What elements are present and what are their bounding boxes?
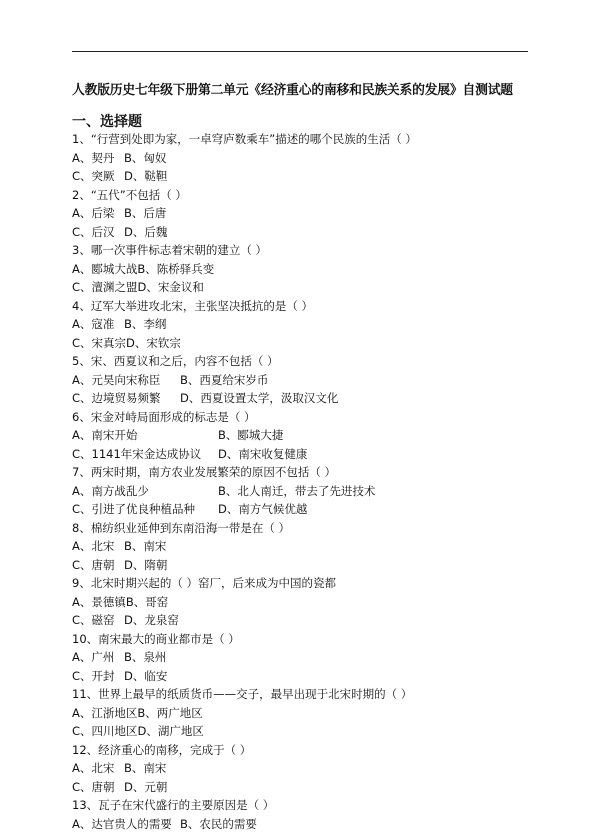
answer-option: B、南宋 [124, 539, 167, 553]
option-row [72, 500, 532, 519]
question-text: 7、两宋时期，南方农业发展繁荣的原因不包括（ ） [72, 465, 336, 479]
option-row [72, 778, 532, 797]
option-row [72, 537, 532, 556]
option-row [72, 334, 532, 353]
option-row [72, 167, 532, 186]
option-row [72, 722, 532, 741]
question-text: 12、经济重心的南移，完成于（ ） [72, 742, 252, 757]
question-text: 6、宋金对峙局面形成的标志是（ ） [72, 409, 256, 424]
answer-option: B、后唐 [124, 206, 167, 220]
option-row [72, 426, 532, 445]
answer-option: C、开封 [72, 668, 115, 683]
answer-option: A、广州 [72, 650, 115, 664]
answer-option: A、寇准 [72, 317, 115, 331]
option-row [72, 611, 532, 630]
question-text: 2、“五代”不包括（ ） [72, 187, 187, 202]
option-row [72, 648, 532, 667]
option-row [72, 389, 532, 408]
option-row [72, 223, 532, 242]
answer-option: D、湖广地区 [137, 724, 204, 738]
option-row [72, 667, 532, 686]
answer-option: A、元昊向宋称臣 [72, 372, 161, 387]
answer-option: A、后梁 [72, 206, 115, 220]
answer-option: C、澶渊之盟 [72, 280, 138, 294]
answer-option: C、后汉 [72, 224, 115, 239]
option-row [72, 371, 532, 390]
answer-option: B、匈奴 [124, 150, 167, 165]
answer-option: D、宋金议和 [137, 280, 204, 294]
answer-option: C、引进了优良种植品种 [72, 502, 196, 516]
question-text: 10、南宋最大的商业都市是（ ） [72, 631, 240, 646]
answer-option: B、郾城大捷 [218, 428, 284, 442]
question-list [72, 130, 532, 833]
answer-option: D、元朝 [124, 779, 168, 794]
answer-option: B、泉州 [124, 650, 167, 664]
question-text: 5、宋、西夏议和之后，内容不包括（ ） [72, 354, 279, 368]
answer-option: B、两广地区 [137, 705, 203, 720]
option-row [72, 149, 532, 168]
option-row [72, 704, 532, 723]
option-row [72, 260, 532, 279]
answer-option: D、南方气候优越 [218, 502, 308, 516]
answer-option: D、临安 [124, 668, 168, 683]
answer-option: D、鞑靼 [124, 169, 168, 183]
answer-option: A、景德镇 [72, 594, 126, 609]
answer-option: A、南宋开始 [72, 428, 138, 442]
answer-option: A、江浙地区 [72, 705, 138, 720]
answer-option: C、突厥 [72, 169, 115, 183]
question-text: 11、世界上最早的纸质货币——交子，最早出现于北宋时期的（ ） [72, 687, 413, 701]
option-row [72, 315, 532, 334]
question-text: 1、“行营到处即为家，一卓穹庐数乘车”描述的哪个民族的生活（ ） [72, 132, 417, 146]
answer-option: D、西夏设置太学，汲取汉文化 [180, 391, 339, 405]
page-title: 人教版历史七年级下册第二单元《经济重心的南移和民族关系的发展》自测试题 [72, 83, 513, 98]
answer-option: A、北宋 [72, 539, 115, 553]
section-heading: 一、选择题 [72, 114, 142, 130]
answer-option: C、磁窑 [72, 613, 115, 627]
option-row [72, 445, 532, 464]
header-rule [72, 51, 528, 52]
answer-option: B、陈桥驿兵变 [137, 261, 215, 276]
answer-option: B、农民的需要 [180, 816, 257, 831]
answer-option: C、唐朝 [72, 557, 115, 572]
answer-option: A、契丹 [72, 150, 115, 165]
answer-option: D、龙泉窑 [124, 613, 179, 627]
answer-option: C、宋真宗 [72, 335, 127, 350]
answer-option: B、北人南迁，带去了先进技术 [218, 483, 376, 498]
option-row [72, 759, 532, 778]
answer-option: D、后魏 [124, 224, 168, 239]
answer-option: C、唐朝 [72, 779, 115, 794]
option-row [72, 204, 532, 223]
answer-option: A、达官贵人的需要 [72, 816, 172, 831]
question-text: 13、瓦子在宋代盛行的主要原因是（ ） [72, 798, 275, 812]
answer-option: A、南方战乱少 [72, 483, 149, 498]
option-row [72, 815, 532, 833]
answer-option: C、1141年宋金达成协议 [72, 446, 202, 461]
answer-option: D、宋钦宗 [126, 335, 181, 350]
answer-option: D、南宋收复健康 [218, 446, 308, 461]
question-text: 8、棉纺织业延伸到东南沿海一带是在（ ） [72, 520, 290, 535]
option-row [72, 278, 532, 297]
option-row [72, 482, 532, 501]
option-row [72, 593, 532, 612]
answer-option: B、李纲 [124, 317, 167, 331]
answer-option: A、郾城大战 [72, 261, 138, 276]
question-text: 3、哪一次事件标志着宋朝的建立（ ） [72, 243, 267, 257]
answer-option: D、隋朝 [124, 557, 168, 572]
option-row [72, 556, 532, 575]
answer-option: C、边境贸易频繁 [72, 391, 161, 405]
answer-option: B、西夏给宋岁币 [180, 372, 269, 387]
answer-option: B、哥窑 [125, 594, 169, 609]
question-text: 9、北宋时期兴起的（ ）窑厂，后来成为中国的瓷都 [72, 576, 336, 590]
answer-option: C、四川地区 [72, 724, 138, 738]
answer-option: B、南宋 [124, 761, 167, 775]
answer-option: A、北宋 [72, 761, 115, 775]
question-text: 4、辽军大举进攻北宋，主张坚决抵抗的是（ ） [72, 298, 313, 313]
